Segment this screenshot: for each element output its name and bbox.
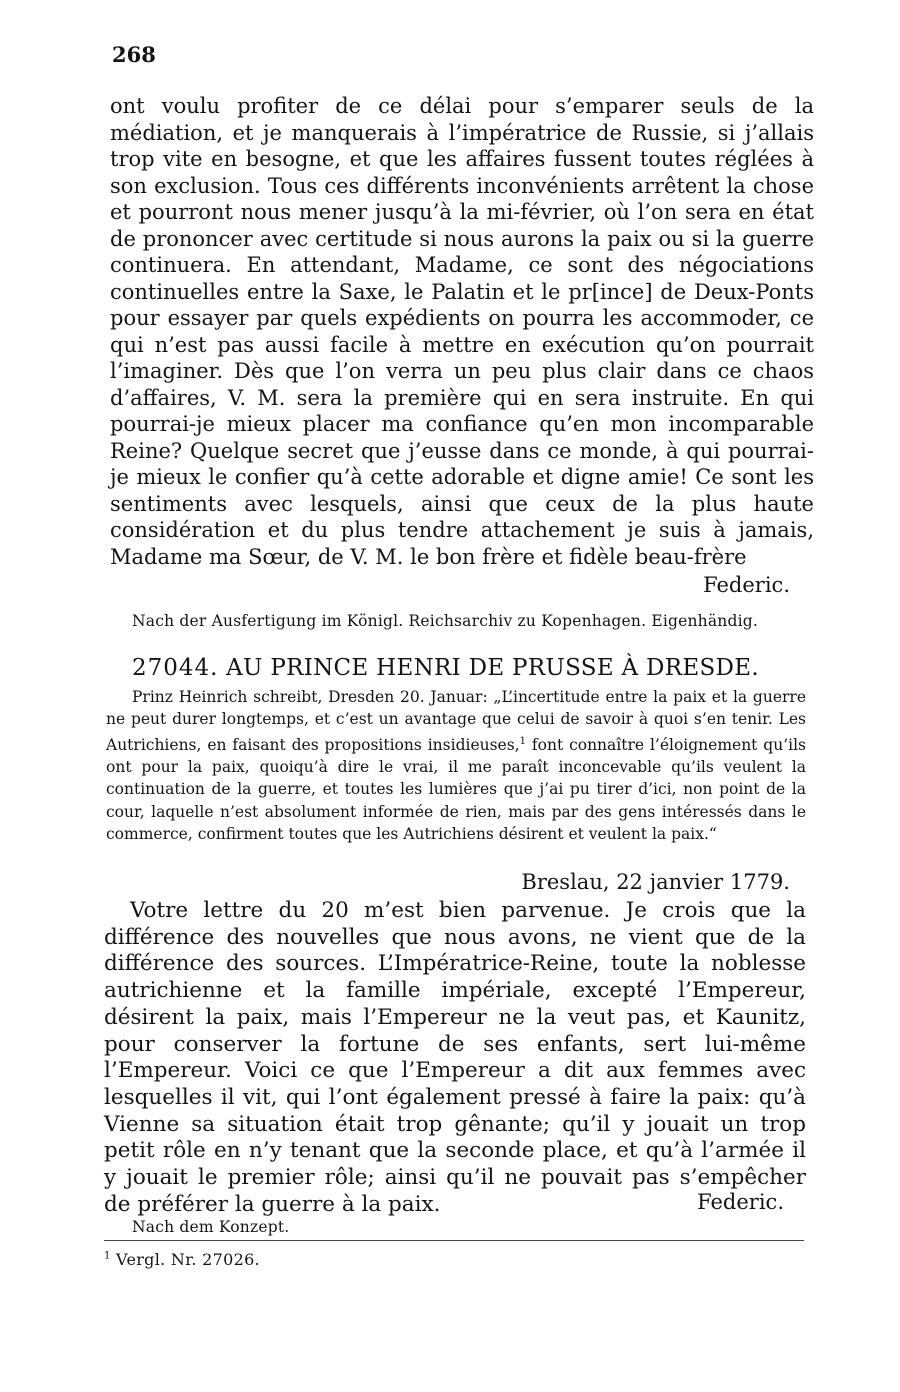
footnote-reference: 1 (519, 735, 526, 747)
document-number: 27044. (132, 655, 219, 681)
document-heading (132, 655, 812, 681)
letter-body-2: Votre lettre du 20 m’est bien parvenue. Je crois que la différence des nouvelles que nous avons, ne vient que de la différence des sources. L’Impératrice-Reine, toute la noblesse autrichienne et la famille impériale, excepté l’Empereur, désirent la paix, mais l’Empereur ne la veut pas, et Kaunitz, pour conserver la fortune de ses enfants, sert lui-même l’Empereur. Voici ce que l’Empereur a dit aux femmes avec lesquelles il vit, qui l’ont également pressé à faire la paix: qu’à Vienne sa situation était trop gênante; qu’il y jouait un trop petit rôle en n’y tenant que la seconde place, et qu’à l’armée il y jouait le premier rôle; ainsi qu’il ne pouvait pas s’empêcher de préférer la guerre à la paix. (104, 898, 806, 1217)
summary-paragraph (106, 686, 806, 845)
source-note-1: Nach der Ausfertigung im Königl. Reichsarchiv zu Kopenhagen. Eigenhändig. (132, 612, 759, 630)
source-note-2: Nach dem Konzept. (132, 1218, 290, 1236)
footnote-text: Vergl. Nr. 27026. (110, 1250, 260, 1269)
summary-text-1: Prinz Heinrich schreibt, Dresden 20. Januar: „L’incertitude entre la paix et la guerre ne peut durer longtemps, et c’est un avantage que celui de savoir à quoi s’en tenir. Les Autrichiens, en faisant des propositions insidieuses, (106, 688, 806, 754)
letter-body-1: ont voulu profiter de ce délai pour s’emparer seuls de la médiation, et je manquerais à l’impératrice de Russie, si j’allais trop vite en besogne, et que les affaires fussent toutes réglées à son exclusion. Tous ces différents inconvénients arrêtent la chose et pourront nous mener jusqu’à la mi-février, où l’on sera en état de prononcer avec certitude si nous aurons la paix ou si la guerre continuera. En attendant, Madame, ce sont des négociations continuelles entre la Saxe, le Palatin et le pr[ince] de Deux-Ponts pour essayer par quels expédients on pourra les accommoder, ce qui n’est pas aussi facile à mettre en exécution qu’on pourrait l’imaginer. Dès que l’on verra un peu plus clair dans ce chaos d’affaires, V. M. sera la première qui en sera instruite. En qui pourrai-je mieux placer ma confiance qu’en mon incomparable Reine? Quelque secret que j’eusse dans ce monde, à qui pourrai-je mieux le confier qu’à cette adorable et digne amie! Ce sont les sentiments avec lesquels, ainsi que ceux de la plus haute considération et du plus tendre attachement je suis à jamais, Madame ma Sœur, de V. M. le bon frère et fidèle beau-frère (110, 94, 814, 569)
footnote (104, 1250, 260, 1269)
summary-text-2: font connaître l’éloignement qu’ils ont pour la paix, quoiqu’à dire le vrai, il me paraît inconcevable qu’ils veulent la continuation de la guerre, et toutes les lumières que j’ai pu tirer d’ici, non point de la cour, laquelle n’est absolument informée de rien, mais par des gens intéressés dans le commerce, confirment toutes que les Autrichiens désirent et veulent la paix.“ (106, 735, 807, 843)
document-title: AU PRINCE HENRI DE PRUSSE À DRESDE. (226, 655, 759, 681)
signature-2: Federic. (697, 1190, 784, 1214)
footnote-divider (104, 1240, 804, 1241)
dateline: Breslau, 22 janvier 1779. (521, 870, 790, 894)
page-number: 268 (112, 42, 156, 67)
footnote-marker: 1 (104, 1250, 111, 1262)
signature-1: Federic. (703, 573, 790, 597)
